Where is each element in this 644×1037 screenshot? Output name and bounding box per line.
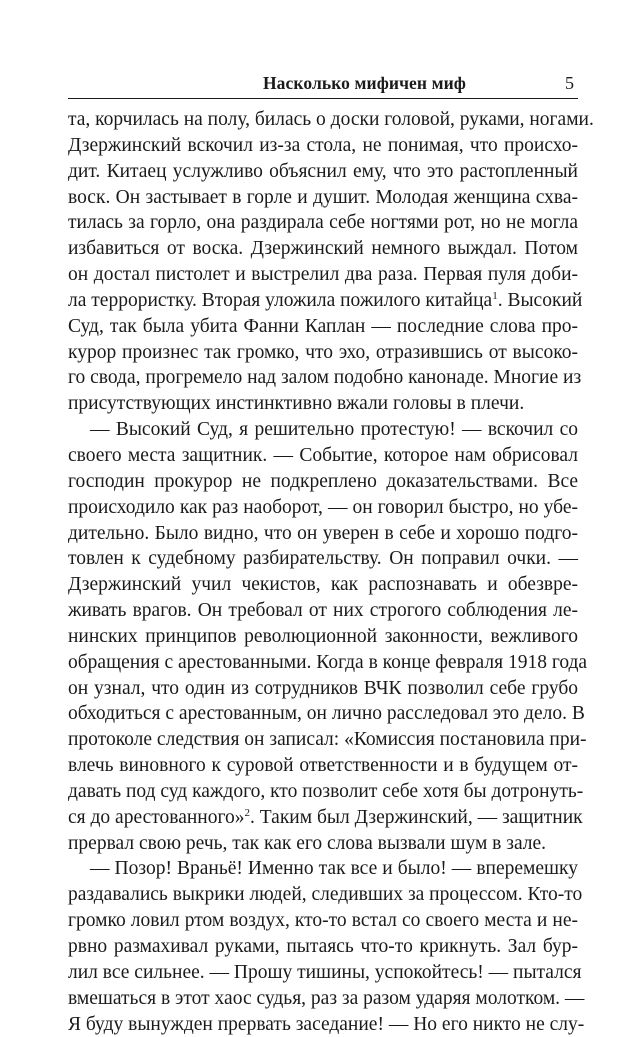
text-line: Суд, так была убита Фанни Каплан — последние слова про- xyxy=(68,315,578,337)
paragraph-3 xyxy=(68,856,585,1037)
text-line: громко ловил ртом воздух, кто-то встал со своего места и не- xyxy=(68,910,578,932)
text-line: го свода, прогремело над залом подобно канонаде. Многие из xyxy=(68,367,582,389)
text-line: прервал свою речь, так как его слова вызвали шум в зале. xyxy=(68,832,547,854)
page-number: 5 xyxy=(565,73,574,93)
text-line: происходило как раз наоборот, — он говорил быстро, но убе- xyxy=(68,496,578,518)
text-fragment: . Таким был Дзержинский, — защитник xyxy=(250,806,583,828)
footnote-marker: 2 xyxy=(244,806,250,819)
text-line: нинских принципов революционной законности, вежливого xyxy=(68,625,578,647)
text-line: вмешаться в этот хаос судья, раз за разом ударяя молотком. — xyxy=(68,987,585,1009)
text-line: — Высокий Суд, я решительно протестую! — вскочил со xyxy=(90,419,578,441)
text-line: обращения с арестованными. Когда в конце февраля 1918 года xyxy=(68,651,588,673)
text-line: тилась за горло, она раздирала себе ногтями рот, но не могла xyxy=(68,212,578,234)
text-line: протоколе следствия он записал: «Комиссия постановила при- xyxy=(68,729,587,751)
text-line: дит. Китаец услужливо объяснил ему, что это растопленный xyxy=(68,160,578,182)
text-line xyxy=(68,288,583,314)
text-line: избавиться от воска. Дзержинский немного выждал. Потом xyxy=(68,238,578,260)
page-header xyxy=(68,72,578,99)
text-line: влечь виновного к суровой ответственности и в будущем от- xyxy=(68,755,578,777)
text-line: обходиться с арестованным, он лично расследовал это дело. В xyxy=(68,703,585,725)
text-line: Дзержинский учил чекистов, как распознавать и обезвре- xyxy=(68,574,578,596)
text-line: он достал пистолет и выстрелил два раза. Первая пуля доби- xyxy=(68,264,578,286)
text-line: товлен к судебному разбирательству. Он поправил очки. — xyxy=(68,548,578,570)
text-line: дительно. Было видно, что он уверен в себе и хорошо подго- xyxy=(68,522,578,544)
text-line: курор произнес так громко, что эхо, отразившись от высоко- xyxy=(68,341,578,363)
text-line: господин прокурор не подкреплено доказательствами. Все xyxy=(68,470,578,492)
text-line: давать под суд каждого, кто позволит себе хотя бы дотронуть- xyxy=(68,780,584,802)
paragraph-1 xyxy=(68,107,594,417)
text-line: воск. Он застывает в горле и душит. Молодая женщина схва- xyxy=(68,186,578,208)
text-line: он узнал, что один из сотрудников ВЧК позволил себе грубо xyxy=(68,677,578,699)
text-line: та, корчилась на полу, билась о доски головой, руками, ногами. xyxy=(68,109,594,130)
running-title: Насколько мифичен миф xyxy=(262,73,466,93)
text-fragment: ла террористку. Вторая уложила пожилого китайца xyxy=(68,289,493,311)
text-line: своего места защитник. — Событие, которое нам обрисовал xyxy=(68,444,578,466)
text-line: — Позор! Враньё! Именно так все и было! — вперемешку xyxy=(90,858,578,880)
text-line: присутствующих инстинктивно вжали головы в плечи. xyxy=(68,393,525,415)
text-line: рвно размахивал руками, пытаясь что-то крикнуть. Зал бур- xyxy=(68,936,578,957)
text-line xyxy=(68,805,583,831)
text-line: живать врагов. Он требовал от них строгого соблюдения ле- xyxy=(68,600,578,622)
text-line: раздавались выкрики людей, следивших за процессом. Кто-то xyxy=(68,884,583,906)
footnote-marker: 1 xyxy=(492,289,498,302)
paragraph-2 xyxy=(68,417,588,856)
text-fragment: ся до арестованного» xyxy=(68,806,245,828)
text-line: Дзержинский вскочил из-за стола, не понимая, что происхо- xyxy=(68,134,578,156)
text-line: лил все сильнее. — Прошу тишины, успокойтесь! — пытался xyxy=(68,961,582,983)
body-text xyxy=(68,107,594,1037)
text-fragment: . Высокий xyxy=(497,289,583,311)
text-line: Я буду вынужден прервать заседание! — Но его никто не слу- xyxy=(68,1013,585,1035)
